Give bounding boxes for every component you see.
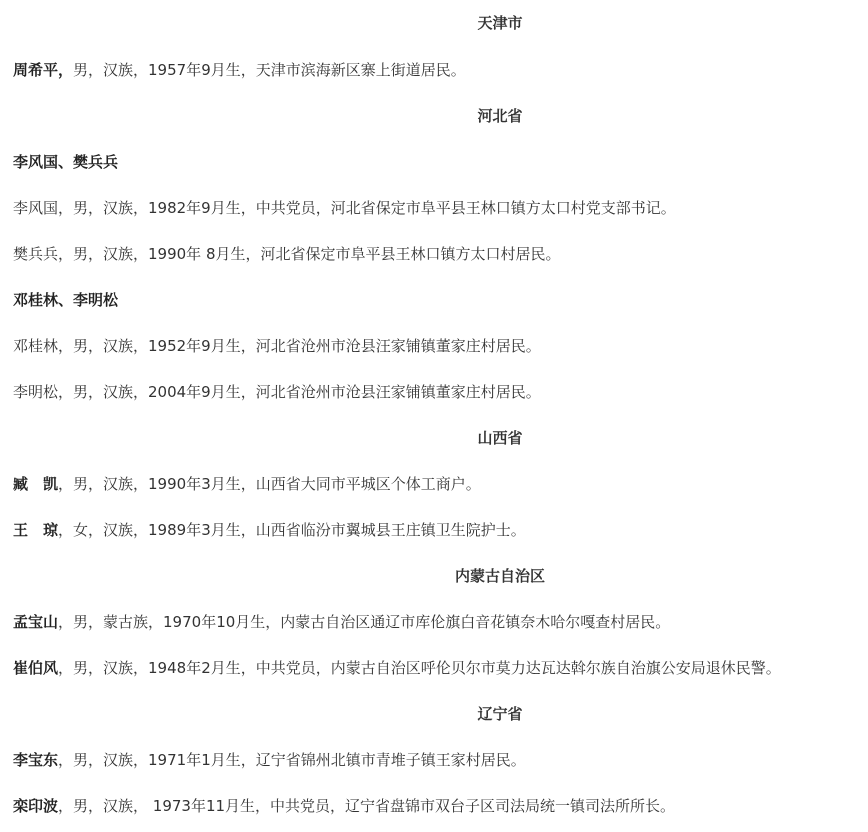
entry-meng-baoshan bbox=[13, 612, 670, 632]
person-name: 李宝东 bbox=[13, 751, 59, 769]
entry-deng-guilin: 邓桂林，男，汉族，1952年9月生，河北省沧州市沧县汪家铺镇董家庄村居民。 bbox=[13, 337, 541, 355]
person-description: 男，汉族，1957年9月生，天津市滨海新区寨上街道居民。 bbox=[73, 61, 466, 79]
entry-li-mingsong: 李明松，男，汉族，2004年9月生，河北省沧州市沧县汪家铺镇董家庄村居民。 bbox=[13, 383, 541, 401]
person-name: 栾印波 bbox=[13, 797, 59, 815]
entry-fan-bingbing: 樊兵兵，男，汉族，1990年 8月生，河北省保定市阜平县王林口镇方太口村居民。 bbox=[13, 245, 561, 263]
entry-zang-kai bbox=[13, 474, 481, 494]
entry-wang-qiong bbox=[13, 520, 526, 540]
entry-li-baodong bbox=[13, 750, 526, 770]
person-description: ，男，汉族，1948年2月生，中共党员，内蒙古自治区呼伦贝尔市莫力达瓦达斡尔族自治旗公安局退休民警。 bbox=[58, 659, 781, 677]
person-name: 崔伯风 bbox=[13, 659, 59, 677]
person-description: ，男，汉族，1971年1月生，辽宁省锦州北镇市青堆子镇王家村居民。 bbox=[58, 751, 526, 769]
entry-li-fengguo: 李风国，男，汉族，1982年9月生，中共党员，河北省保定市阜平县王林口镇方太口村党支部书记。 bbox=[13, 199, 676, 217]
person-description: ，女，汉族，1989年3月生，山西省临汾市翼城县王庄镇卫生院护士。 bbox=[58, 521, 526, 539]
section-heading-shanxi: 山西省 bbox=[477, 429, 523, 447]
section-heading-hebei: 河北省 bbox=[477, 107, 523, 125]
entry-cui-bofeng bbox=[13, 658, 781, 678]
person-description: ，男，蒙古族，1970年10月生，内蒙古自治区通辽市库伦旗白音花镇奈木哈尔嘎查村居民。 bbox=[58, 613, 671, 631]
entry-luan-yinbo bbox=[13, 796, 675, 816]
person-name: 周希平， bbox=[13, 61, 74, 79]
person-description: ，男，汉族， 1973年11月生，中共党员，辽宁省盘锦市双台子区司法局统一镇司法所所长。 bbox=[58, 797, 676, 815]
person-name: 孟宝山 bbox=[13, 613, 59, 631]
person-description: ，男，汉族，1990年3月生，山西省大同市平城区个体工商户。 bbox=[58, 475, 481, 493]
person-name: 臧 凯 bbox=[13, 475, 59, 493]
section-heading-tianjin: 天津市 bbox=[477, 14, 523, 32]
section-heading-liaoning: 辽宁省 bbox=[477, 705, 523, 723]
section-heading-neimenggu: 内蒙古自治区 bbox=[454, 567, 545, 585]
group-heading-li-fan: 李风国、樊兵兵 bbox=[13, 153, 119, 171]
entry-zhou-xiping bbox=[13, 60, 466, 80]
person-name: 王 琼 bbox=[13, 521, 59, 539]
group-heading-deng-li: 邓桂林、李明松 bbox=[13, 291, 119, 309]
